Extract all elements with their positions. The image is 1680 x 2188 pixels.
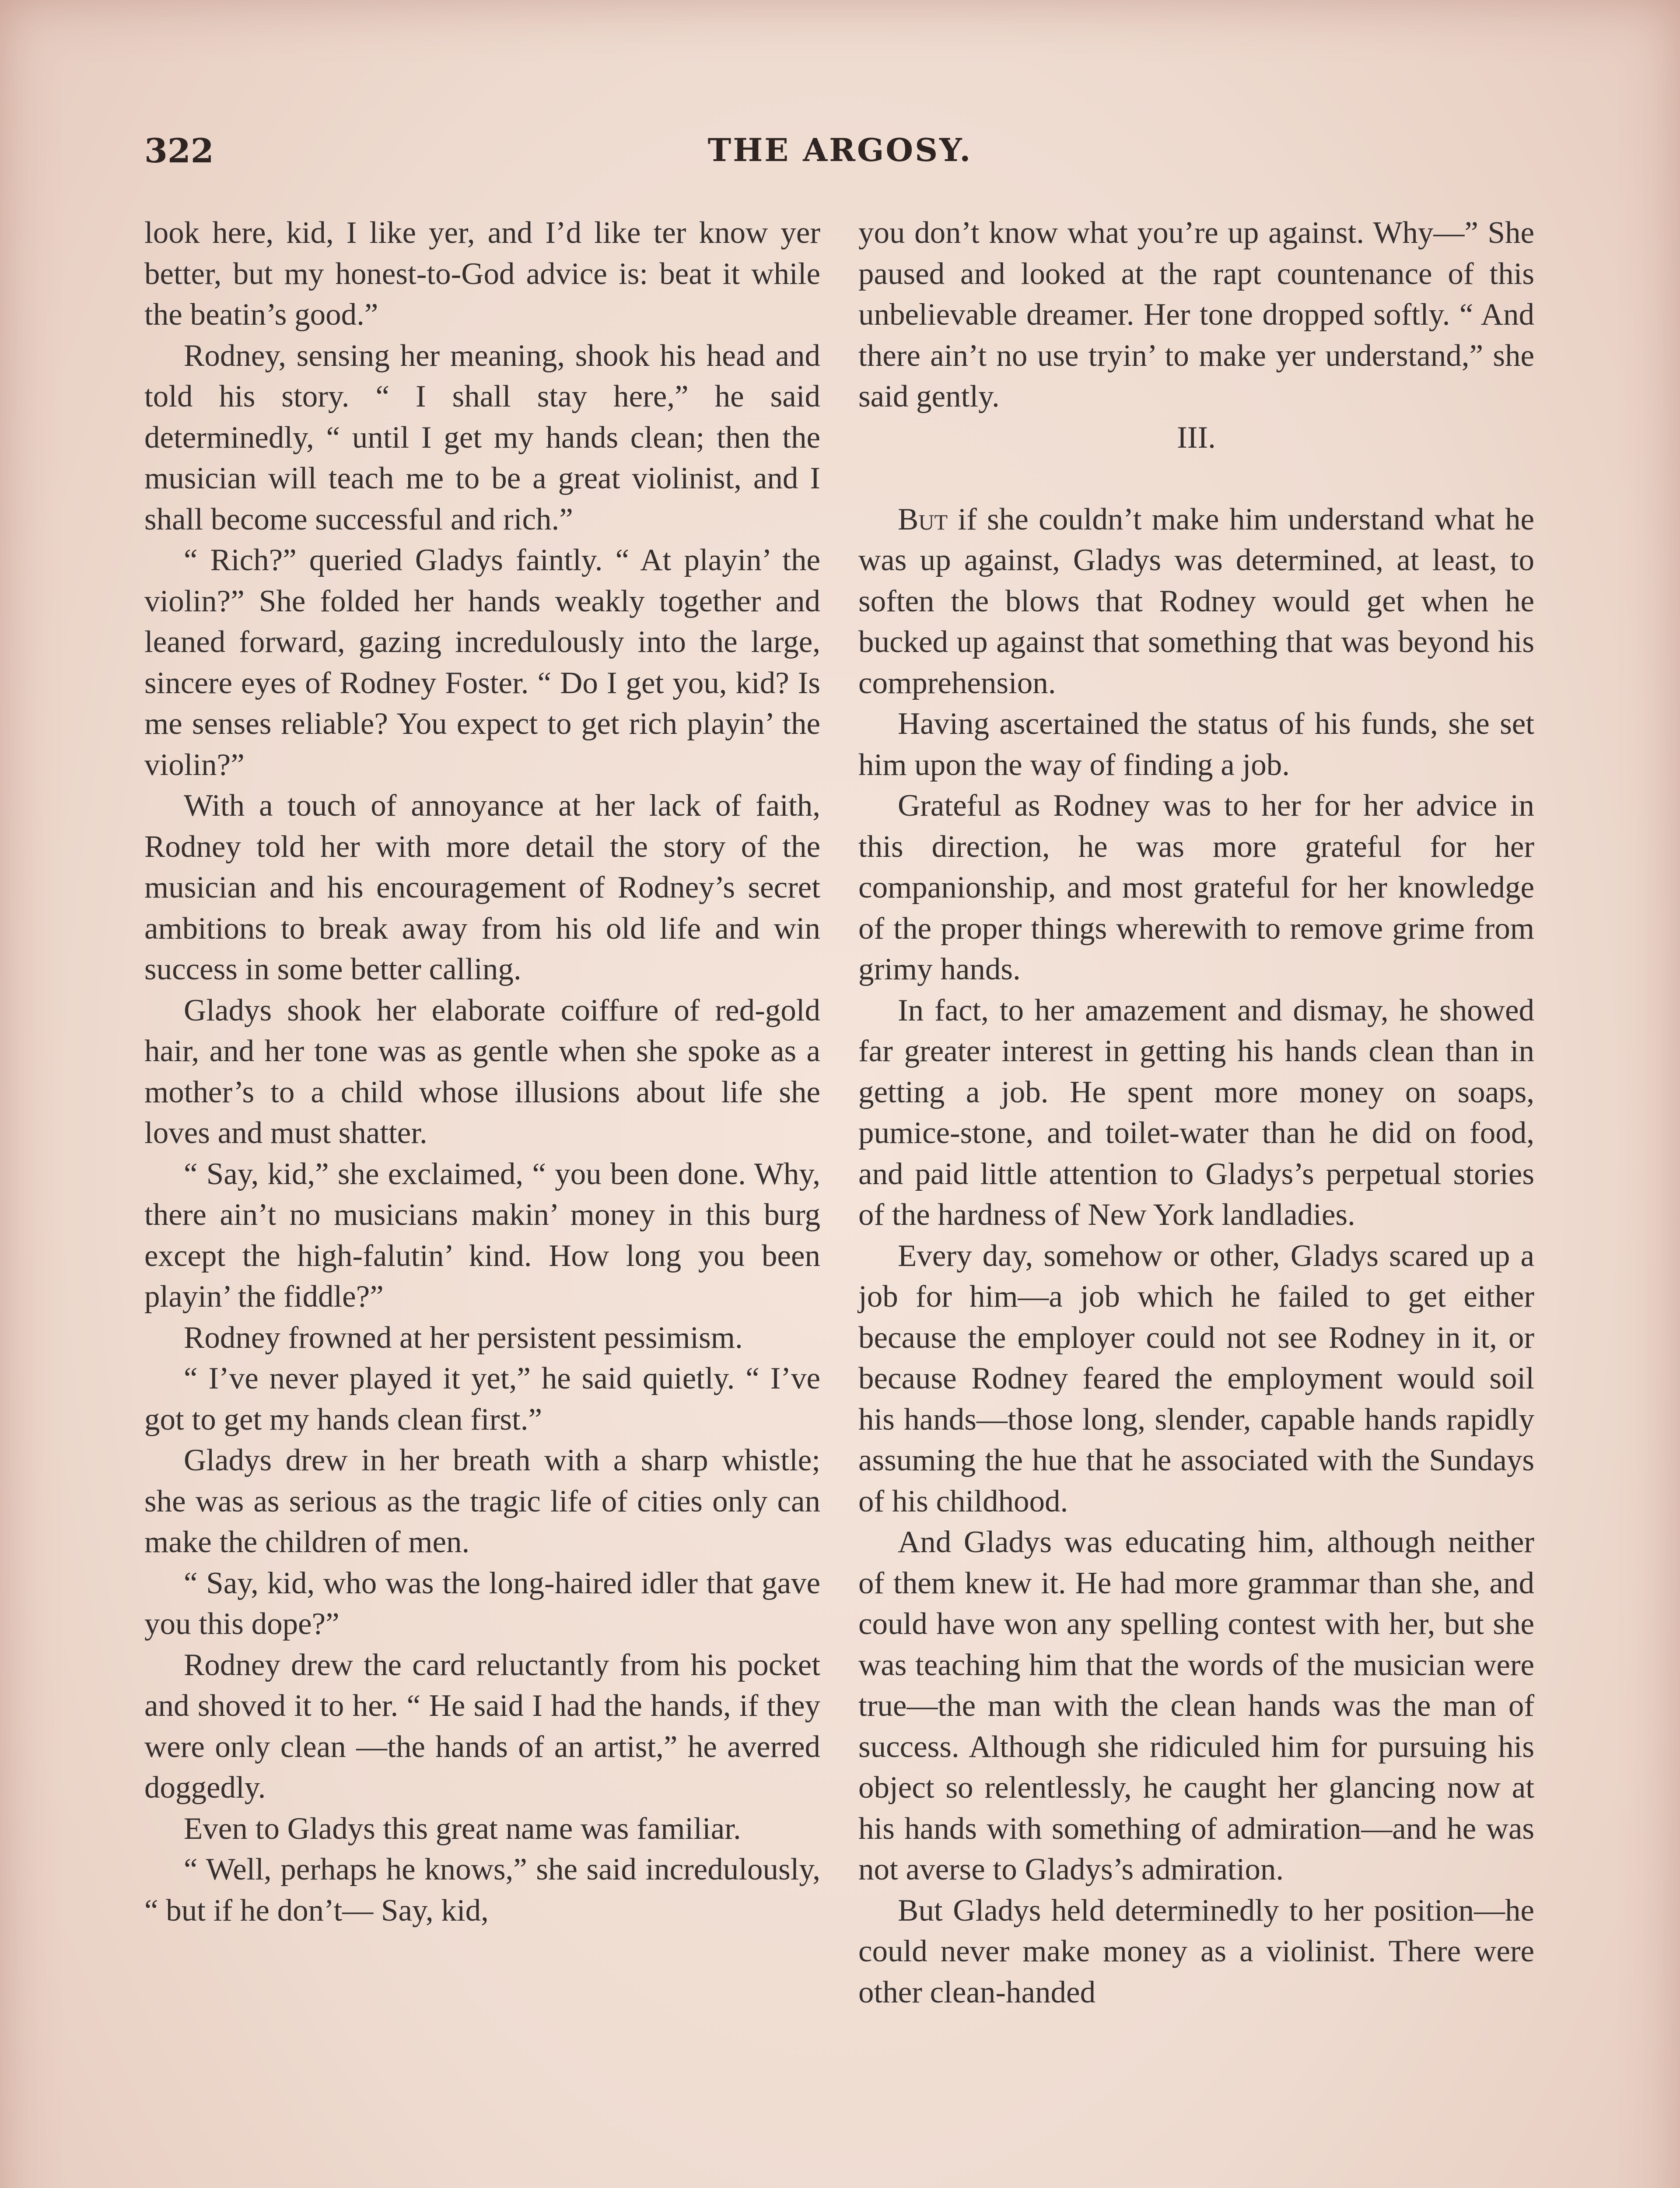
paragraph: Even to Gladys this great name was familiar.: [184, 1811, 741, 1846]
paragraph: Grateful as Rodney was to her for her advice in this direction, he was more grateful for her companionship, and most grateful for her knowledge of the proper things wherewith to remove grime from grimy hands.: [858, 789, 1534, 986]
page-number: 322: [144, 131, 214, 170]
right-column: [858, 213, 1534, 2013]
paragraph: Gladys drew in her breath with a sharp whistle; she was as serious as the tragic life of cities only can make the children of men.: [144, 1443, 820, 1559]
paragraph: Every day, somehow or other, Gladys scared up a job for him—a job which he failed to get either because the employer could not see Rodney in it, or because Rodney feared the employment would soil his hands—those long, slender, capable hands rapidly assuming the hue that he associated with the Sundays of his childhood.: [858, 1238, 1534, 1518]
paragraph: Rodney frowned at her persistent pessimism.: [184, 1320, 743, 1355]
paragraph: Rodney, sensing her meaning, shook his head and told his story. “ I shall stay here,” he said determinedly, “ until I get my hands clean; then the musician will teach me to be a great violinist, and I shall become successful and rich.”: [144, 338, 820, 536]
paragraph: Gladys shook her elaborate coiffure of red-gold hair, and her tone was as gentle when she spoke as a mother’s to a child whose illusions about life she loves and must shatter.: [144, 993, 820, 1150]
paragraph: But Gladys held determinedly to her position—he could never make money as a violinist. There were other clean-handed: [858, 1893, 1534, 2009]
paragraph: “ Say, kid, who was the long-haired idler that gave you this dope?”: [144, 1566, 820, 1641]
paragraph: look here, kid, I like yer, and I’d like ter know yer better, but my honest-to-God advice is: beat it while the beatin’s good.”: [144, 216, 820, 332]
paragraph: [858, 499, 1534, 704]
drop-word: But: [898, 502, 948, 536]
running-title: THE ARGOSY.: [707, 131, 973, 168]
paragraph: Rodney drew the card reluctantly from his pocket and shoved it to her. “ He said I had the hands, if they were only clean —the hands of an artist,” he averred doggedly.: [144, 1648, 820, 1805]
paragraph: “ I’ve never played it yet,” he said quietly. “ I’ve got to get my hands clean first.”: [144, 1361, 820, 1437]
paragraph: And Gladys was educating him, although neither of them knew it. He had more grammar than she, and could have won any spelling contest with her, but she was teaching him that the words of the musician were true—the man with the clean hands was the man of success. Although she ridiculed him for pursuing his object so relentlessly, he caught her glancing now at his hands with something of admiration—and he was not averse to Gladys’s admiration.: [858, 1525, 1534, 1886]
paragraph: “ Well, perhaps he knows,” she said incredulously, “ but if he don’t— Say, kid,: [144, 1852, 820, 1928]
paragraph: you don’t know what you’re up against. Why—” She paused and looked at the rapt countenance of this unbelievable dreamer. Her tone dropped softly. “ And there ain’t no use tryin’ to make yer understand,” she said gently.: [858, 216, 1534, 414]
paragraph: “ Rich?” queried Gladys faintly. “ At playin’ the violin?” She folded her hands weakly together and leaned forward, gazing incredulously into the large, sincere eyes of Rodney Foster. “ Do I get you, kid? Is me senses reliable? You expect to get rich playin’ the violin?”: [144, 543, 820, 782]
paragraph-text: if she couldn’t make him understand what he was up against, Gladys was determined, at least, to soften the blows that Rodney would get when he bucked up against that something that was beyond his comprehension.: [858, 502, 1534, 700]
page-header: [144, 131, 1536, 179]
left-column: [144, 213, 820, 1931]
paragraph: In fact, to her amazement and dismay, he showed far greater interest in getting his hands clean than in getting a job. He spent more money on soaps, pumice-stone, and toilet-water than he did on food, and paid little attention to Gladys’s perpetual stories of the hardness of New York landladies.: [858, 993, 1534, 1232]
paragraph: With a touch of annoyance at her lack of faith, Rodney told her with more detail the story of the musician and his encouragement of Rodney’s secret ambitions to break away from his old life and win success in some better calling.: [144, 789, 820, 986]
paragraph: “ Say, kid,” she exclaimed, “ you been done. Why, there ain’t no musicians makin’ money in this burg except the high-falutin’ kind. How long you been playin’ the fiddle?”: [144, 1157, 820, 1314]
section-heading: III.: [1177, 420, 1216, 455]
paragraph: Having ascertained the status of his funds, she set him upon the way of finding a job.: [858, 707, 1534, 782]
